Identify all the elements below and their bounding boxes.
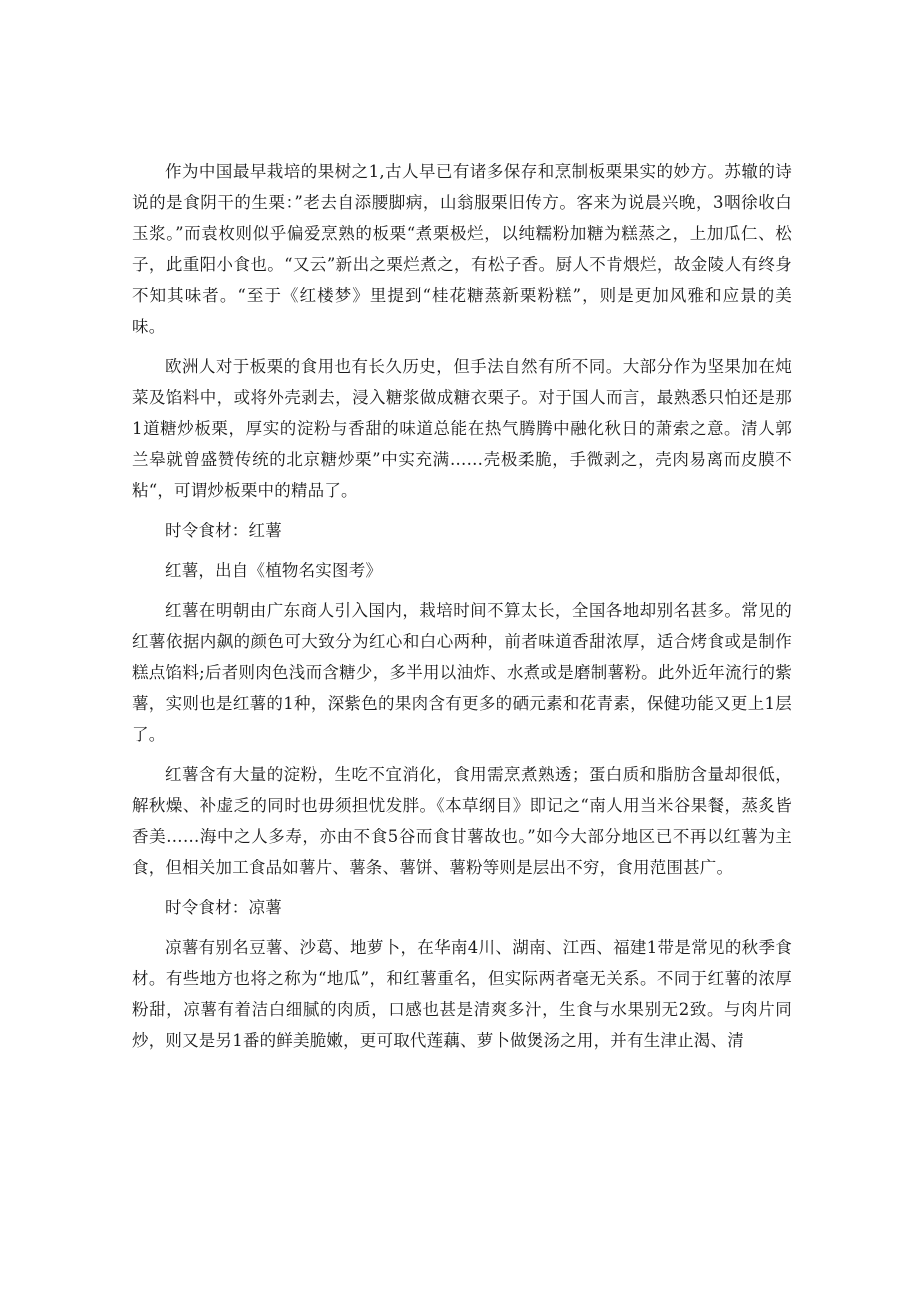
paragraph-chestnut-history: 作为中国最早栽培的果树之1,古人早已有诸多保存和烹制板栗果实的妙方。苏辙的诗说的是食阴干的生栗：”老去自添腰脚病，山翁服栗旧传方。客来为说晨兴晚，3咽徐收白玉浆。”而袁枚则似乎偏爱烹熟的板栗“煮栗极烂，以纯糯粉加糖为糕蒸之，上加瓜仁、松子，此重阳小食也。“又云”新出之栗烂煮之，有松子香。厨人不肯煨烂，故金陵人有终身不知其味者。“至于《红楼梦》里提到“桂花糖蒸新栗粉糕”，则是更加风雅和应景的美味。 bbox=[132, 162, 792, 336]
section-heading-sweet-potato: 时令食材：红薯 bbox=[165, 521, 282, 540]
paragraph-sweet-potato-nutrition: 红薯含有大量的淀粉，生吃不宜消化，食用需烹煮熟透；蛋白质和脂肪含量却很低，解秋燥、补虚乏的同时也毋须担忧发胖。《本草纲目》即记之“南人用当米谷果餐，蒸炙皆香美……海中之人多寿，亦由不食5谷而食甘薯故也。”如今大部分地区已不再以红薯为主食，但相关加工食品如薯片、薯条、薯饼、薯粉等则是层出不穷，食用范围甚广。 bbox=[132, 765, 792, 877]
paragraph-jicama-intro: 凉薯有别名豆薯、沙葛、地萝卜，在华南4川、湖南、江西、福建1带是常见的秋季食材。有些地方也将之称为“地瓜”，和红薯重名，但实际两者毫无关系。不同于红薯的浓厚粉甜，凉薯有着洁白细腻的肉质，口感也甚是清爽多汁，生食与水果别无2致。与肉片同炒，则又是另1番的鲜美脆嫩，更可取代莲藕、萝卜做煲汤之用，并有生津止渴、清 bbox=[132, 938, 792, 1050]
document-body bbox=[132, 156, 792, 1065]
caption-sweet-potato-source: 红薯，出自《植物名实图考》 bbox=[165, 561, 383, 580]
section-heading-jicama: 时令食材：凉薯 bbox=[165, 898, 282, 917]
paragraph-sweet-potato-intro: 红薯在明朝由广东商人引入国内，栽培时间不算太长，全国各地却别名甚多。常见的红薯依据内飙的颜色可大致分为红心和白心两种，前者味道香甜浓厚，适合烤食或是制作糕点馅料;后者则肉色浅而含糖少，多半用以油炸、水煮或是磨制薯粉。此外近年流行的紫薯，实则也是红薯的1种，深紫色的果肉含有更多的硒元素和花青素，保健功能又更上1层了。 bbox=[132, 601, 792, 744]
paragraph-chestnut-europe: 欧洲人对于板栗的食用也有长久历史，但手法自然有所不同。大部分作为坚果加在炖菜及馅料中，或将外壳剥去，浸入糖浆做成糖衣栗子。对于国人而言，最熟悉只怕还是那1道糖炒板栗，厚实的淀粉与香甜的味道总能在热气腾腾中融化秋日的萧索之意。清人郭兰皋就曾盛赞传统的北京糖炒栗”中实充满……壳极柔脆，手微剥之，壳肉易离而皮膜不粘“，可谓炒板栗中的精品了。 bbox=[132, 357, 792, 500]
